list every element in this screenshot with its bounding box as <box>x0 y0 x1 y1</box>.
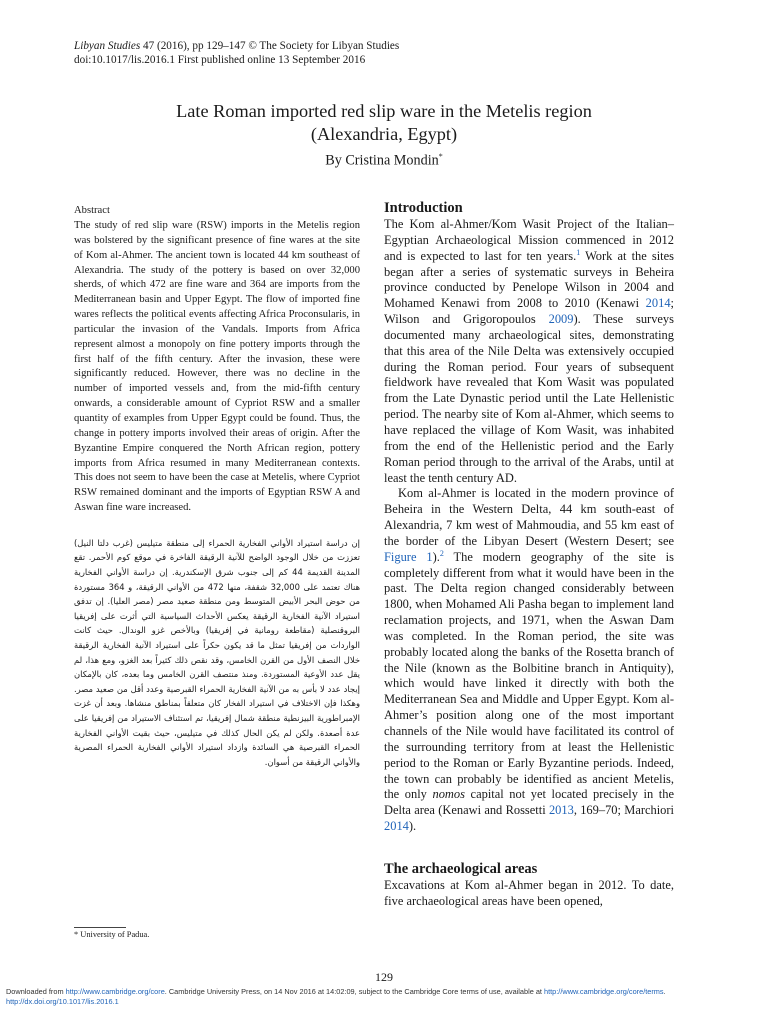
page-number: 129 <box>375 970 393 984</box>
citation-link-wilson-2009[interactable]: 2009 <box>548 312 574 327</box>
download-notice-line-1: Downloaded from http://www.cambridge.org/core. Cambridge University Press, on 14 Nov 2016 at 14:02:09, subject to the Cambridge Core terms of use, available at http://www.cambridge.org/core/terms. <box>6 987 666 996</box>
right-column <box>384 200 674 910</box>
introduction-heading: Introduction <box>384 200 463 216</box>
author-affiliation-footnote: * University of Padua. <box>74 930 150 939</box>
intro-paragraph-1: The Kom al-Ahmer/Kom Wasit Project of the Italian–Egyptian Archaeological Mission commenced in 2012 and is expected to last for ten years.$^1$ Work at the sites began after a series of systematic surveys in Beheira province conducted by Penelope Wilson in 2004 and Mohamed Kenawi from 2008 to 2010 (Kenawi 2014; Wilson and Grigoropoulos 2009). These surveys documented many archaeological sites, demonstrating that this area of the Nile Delta was extensively occupied during the Roman period. Four years of subsequent fieldwork have revealed that Kom Wasit was populated from the Late Dynastic period until the Late Hellenistic period. The nearby site of Kom al-Ahmer, which seems to have replaced the village of Kom Wasit, was inhabited from the end of the Hellenistic period and the Early Roman period through to the arrival of the Arabs, until at least the tenth century AD. <box>384 217 674 485</box>
citation-text: 47 (2016), pp 129–147 © The Society for Libyan Studies <box>140 40 400 52</box>
footnote-ref-2[interactable]: 2 <box>439 548 444 558</box>
author-footnote-marker[interactable]: * <box>438 152 443 161</box>
footnote-ref-1[interactable]: 1 <box>576 247 581 257</box>
cambridge-core-link[interactable]: http://www.cambridge.org/core <box>65 987 165 996</box>
citation-line <box>74 39 674 53</box>
citation-link-kenawi-rossetti-2013[interactable]: 2013 <box>548 803 574 818</box>
doi-line: doi:10.1017/lis.2016.1 First published online 13 September 2016 <box>74 54 366 66</box>
archaeological-areas-heading: The archaeological areas <box>384 860 538 877</box>
nomos-term: nomos <box>432 787 465 802</box>
intro-paragraph-2: Kom al-Ahmer is located in the modern province of Beheira in the Western Delta, 44 km south-east of Alexandria, 7 km west of Mahmoudia, and 55 km east of the border of the Libyan Desert (Western Desert; see Figure 1).$^2$ The modern geography of the site is completely different from what it would have been in the past. The Delta region changed considerably between 1800, when Mohamed Ali Pasha began to implement land reclamation projects, and 1971, when the Aswan Dam was completed. In the Roman period, the site was probably located along the banks of the Rosetta branch of the Nile (known as the Bolbitine branch in Antiquity), which would have linked it directly with both the Mediterranean Sea and Middle and Upper Egypt. Kom al-Ahmer’s position along one of the most important channels of the Nile would have facilitated its control of the surrounding territory from at least the Hellenistic period to the Roman or Early Byzantine periods. Indeed, the town can probably be identified as ancient Metelis, the only nomos capital not yet located precisely in the Delta area (Kenawi and Rossetti 2013, 169–70; Marchiori 2014). <box>384 486 674 834</box>
citation-link-kenawi-2014[interactable]: 2014 <box>645 296 671 311</box>
cambridge-terms-link[interactable]: http://www.cambridge.org/core/terms <box>544 987 664 996</box>
author-byline <box>60 152 708 170</box>
download-notice-line-2 <box>6 997 764 1007</box>
archaeological-areas-text: Excavations at Kom al-Ahmer began in 2012. To date, five archaeological areas have been opened, <box>384 877 674 908</box>
arabic-abstract: إن دراسة استيراد الأواني الفخارية الحمراء إلى منطقة متيليس (غرب دلتا النيل) تعززت من خلال الوجود الواضح للآنية الرقيقة الفاخرة في موقع كوم الأحمر. تقع المدينة القديمة 44 كم إلى جنوب شرق الإسكندرية. إن دراسة الأواني الفخارية هناك تعتمد على 32,000 شقفة، منها 472 من الأواني الرقيقة، و 364 مستوردة من حوض البحر الأبيض المتوسط ومن منطقة صعيد مصر (مصر العليا). إن تدفق استيراد الآنية الفخارية الرقيقة يعكس الأحداث السياسية التي أثرت على إفريقيا البروقنصلية (مقاطعة رومانية في إفريقيا) وبالأخص غزو الوندال. حيث كانت الواردات من إفريقيا تمثل ما قد يكون حكراً على استيراد الآنية الفخارية الرقيقة خلال النصف الأول من القرن الخامس، وقد نقص ذلك كثيراً بعد الغزو، ومع هذا، لم يقل عدد الأوعية المستوردة. ومنذ منتصف القرن الخامس وما بعده، كان بالإمكان إيجاد عدد لا بأس به من الآنية الفخارية الحمراء القبرصية وعدد أقل من صعيد مصر. وهكذا فإن الاختلاف في استيراد الفخار كان متعلقاً بمناطق منشاها. وبعد أن غزت الإمبراطورية البيزنطية منطقة شمال إفريقيا، تم استئناف الاستيراد من إفريقيا على عدة أصعدة. ولكن لم يكن الحال كذلك في متيليس، حيث بقيت الأواني الفخارية الحمراء القبرصية هي السائدة وازداد استيراد الأواني الفخارية الحمراء المصرية والأواني الرقيقة من أسوان. <box>74 537 361 767</box>
abstract-text: The study of red slip ware (RSW) imports in the Metelis region was bolstered by the significant presence of fine wares at the site of Kom al-Ahmer. The ancient town is located 44 km southeast of Alexandria. The study of the pottery is based on over 32,000 sherds, of which 472 are fine ware and 364 are imports from the Mediterranean basin and Upper Egypt. The flow of imported fine wares reflects the political events affecting Africa Proconsularis, in particular the invasion of the Vandals. Imports from Africa represent almost a monopoly on fine pottery imports through the first half of the fifth century. After the invasion, these were significantly reduced. However, there was no decline in the number of imported vessels and, from the mid-fifth century onwards, a considerable amount of Cypriot RSW and a smaller quantity of examples from Upper Egypt could be found. Thus, the change in pottery imports involved their areas of origin. After the Byzantine Empire conquered the North African region, pottery imports from Africa resumed in many Mediterranean contexts. This does not seem to have been the case at Metelis, where Cypriot RSW remained dominant and the imports of Egyptian RSW A and Aswan fine ware increased. <box>74 220 360 514</box>
figure-1-link[interactable]: Figure 1 <box>384 549 433 564</box>
abstract-label: Abstract <box>74 205 110 216</box>
citation-link-marchiori-2014[interactable]: 2014 <box>384 819 409 834</box>
title-line-1: Late Roman imported red slip ware in the Metelis region <box>176 101 592 121</box>
journal-name: Libyan Studies <box>74 40 141 52</box>
article-title <box>60 100 708 146</box>
left-column <box>74 204 360 769</box>
title-line-2: (Alexandria, Egypt) <box>310 124 458 144</box>
footnote-rule <box>74 927 126 928</box>
introduction-body <box>384 217 674 835</box>
journal-header <box>74 39 674 67</box>
doi-link[interactable]: http://dx.doi.org/10.1017/lis.2016.1 <box>6 997 119 1006</box>
author-name: By Cristina Mondin <box>325 152 439 169</box>
download-notice <box>6 987 764 1007</box>
